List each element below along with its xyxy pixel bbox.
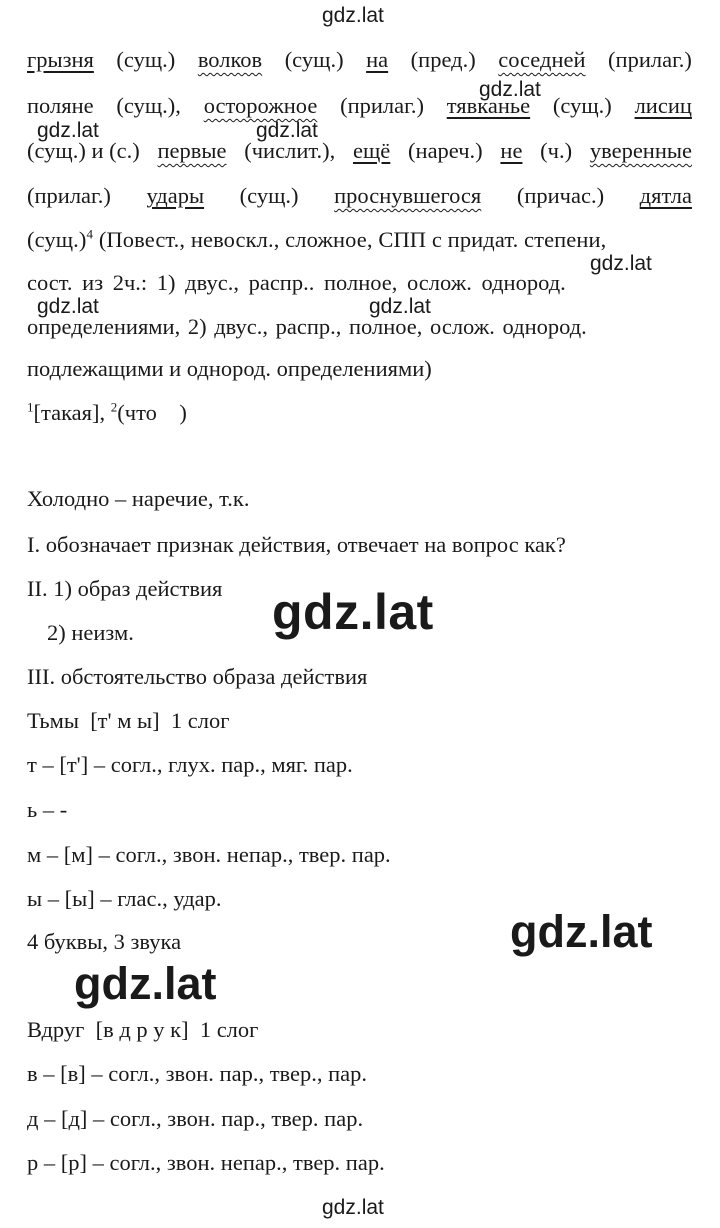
watermark-bottom: gdz.lat — [322, 1196, 384, 1219]
parse-line-4: (прилаг.) удары (сущ.) проснувшегося (причас.) дятла — [27, 181, 692, 211]
phonetic-word-1: Тьмы [т' м ы] 1 слог — [27, 708, 230, 733]
parse-line-6: сост. из 2ч.: 1) двус., распр.. полное, ослож. однород. — [27, 270, 566, 295]
watermark-top: gdz.lat — [322, 4, 384, 27]
morph-point-1: I. обозначает признак действия, отвечает на вопрос как? — [27, 532, 566, 557]
word-definition: первые — [157, 138, 227, 163]
footnote-marker: 2 — [110, 399, 118, 415]
word-definition: дятла — [639, 183, 692, 208]
parse-line-5: $(сущ.)^4$ (Повест., невоскл., сложное, СПП с придат. степени, — [27, 226, 607, 252]
parse-line-8: подлежащими и однород. определениями) — [27, 356, 432, 381]
footnote-marker: 4 — [86, 226, 94, 242]
word-definition: лисиц — [634, 93, 692, 118]
phonetic-row: д – [д] – согл., звон. пар., твер. пар. — [27, 1106, 364, 1131]
parse-line-2: поляне (сущ.), осторожное (прилаг.) тявканье (сущ.) лисиц — [27, 91, 692, 121]
phonetic-row: р – [р] – согл., звон. непар., твер. пар. — [27, 1150, 385, 1175]
watermark: gdz.lat — [590, 252, 652, 275]
watermark-large: gdz.lat — [510, 906, 653, 957]
word-subject: тявканье — [446, 93, 531, 118]
word-definition: волков — [197, 47, 263, 72]
footnote-marker: 1 — [27, 399, 34, 415]
word-preposition: на — [366, 47, 389, 72]
morph-title: Холодно – наречие, т.к. — [27, 486, 250, 511]
word-subject: удары — [146, 183, 205, 208]
watermark: gdz.lat — [37, 119, 99, 142]
watermark-large: gdz.lat — [272, 584, 434, 640]
clause-scheme: $^1$[такая], $^2$(что ) — [27, 399, 187, 425]
watermark-large: gdz.lat — [74, 958, 217, 1009]
phonetic-summary: 4 буквы, 3 звука — [27, 929, 182, 954]
watermark: gdz.lat — [37, 295, 99, 318]
phonetic-row: м – [м] – согл., звон. непар., твер. пар. — [27, 842, 391, 867]
watermark: gdz.lat — [256, 119, 318, 142]
word-circumstance: ещё — [352, 138, 391, 163]
phonetic-word-2: Вдруг [в д р у к] 1 слог — [27, 1017, 259, 1042]
word-definition: осторожное — [203, 93, 318, 118]
word-subject: грызня — [27, 47, 94, 72]
parse-line-7: определениями, 2) двус., распр., полное, ослож. однород. — [27, 314, 587, 339]
morph-point-2b: 2) неизм. — [47, 620, 134, 645]
morph-point-3: III. обстоятельство образа действия — [27, 664, 368, 689]
watermark: gdz.lat — [369, 295, 431, 318]
word-particle: не — [500, 138, 523, 163]
phonetic-row: ы – [ы] – глас., удар. — [27, 886, 222, 911]
parse-line-1: грызня (сущ.) волков (сущ.) на (пред.) соседней (прилаг.) — [27, 45, 692, 75]
word-definition: уверенные — [589, 138, 692, 163]
phonetic-row: в – [в] – согл., звон. пар., твер., пар. — [27, 1061, 368, 1086]
watermark: gdz.lat — [479, 78, 541, 101]
phonetic-row: т – [т'] – согл., глух. пар., мяг. пар. — [27, 752, 353, 777]
phonetic-row: ь – - — [27, 797, 68, 822]
morph-point-2: II. 1) образ действия — [27, 576, 223, 601]
word-definition: соседней — [498, 47, 586, 72]
word-definition: проснувшегося — [334, 183, 482, 208]
parse-line-3: (сущ.) и (с.) первые (числит.), ещё (нареч.) не (ч.) уверенные — [27, 136, 692, 166]
